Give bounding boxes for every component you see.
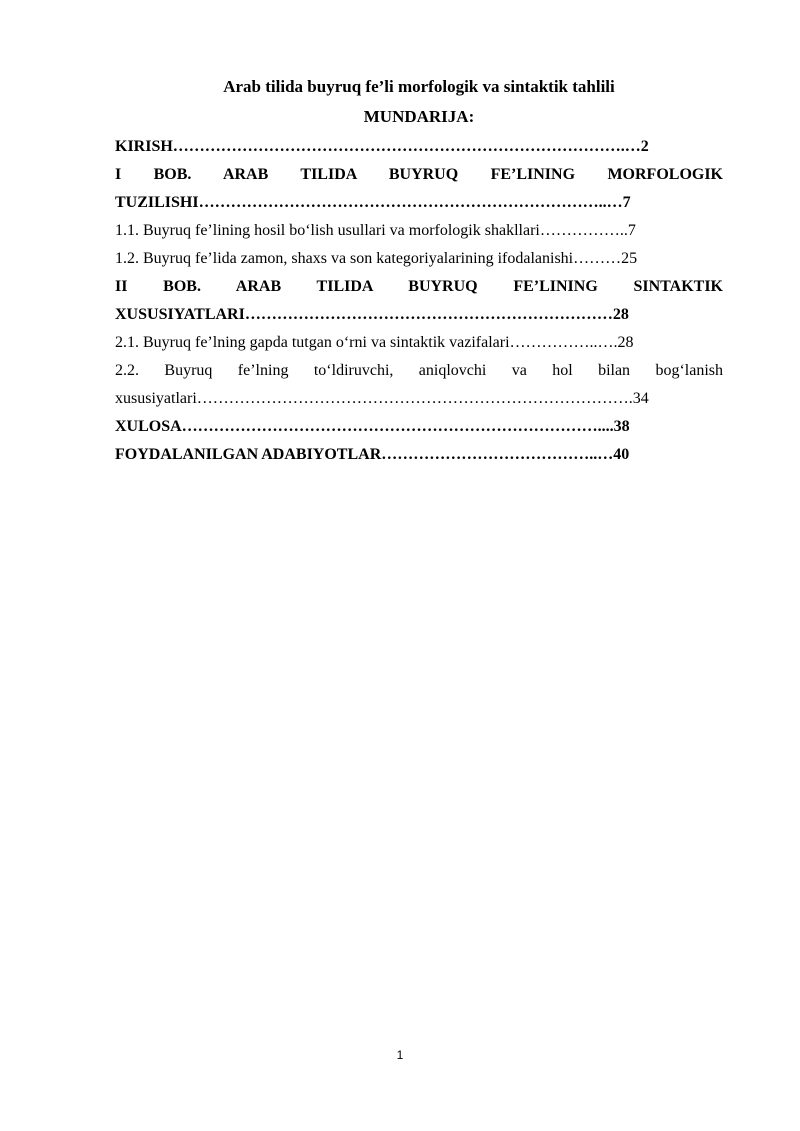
toc-entry-section-1-2: 1.2. Buyruq fe’lida zamon, shaxs va son kategoriyalarining ifodalanishi………25 bbox=[115, 250, 638, 267]
toc-entry-chapter-1-title-cont: TUZILISHI…………………………………………………………………..…7 bbox=[115, 194, 631, 211]
toc-entry-section-2-2-cont: xususiyatlari……………………………………………………………………….34 bbox=[115, 390, 649, 407]
toc-entry-section-1-1: 1.1. Buyruq fe’lining hosil bo‘lish usullari va morfologik shakllari……………..7 bbox=[115, 222, 636, 239]
toc-entry-section-2-2: 2.2. Buyruq fe’lning to‘ldiruvchi, aniqlovchi va hol bilan bog‘lanish bbox=[115, 362, 723, 379]
toc-heading: MUNDARIJA: bbox=[363, 107, 475, 126]
toc-entry-kirish: KIRISH………………………………………………………………………….…2 bbox=[115, 138, 649, 155]
toc-entry-chapter-1-title: I BOB. ARAB TILIDA BUYRUQ FE’LINING MORFOLOGIK bbox=[115, 166, 723, 183]
toc-entry-adabiyotlar: FOYDALANILGAN ADABIYOTLAR…………………………………..…40 bbox=[115, 446, 630, 463]
toc-entry-chapter-2-title-cont: XUSUSIYATLARI……………………………………………………………28 bbox=[115, 306, 629, 323]
toc-entry-section-2-1: 2.1. Buyruq fe’lning gapda tutgan o‘rni va sintaktik vazifalari……………..….28 bbox=[115, 334, 634, 351]
toc-entry-xulosa: XULOSA……………………………………………………………………....38 bbox=[115, 418, 630, 435]
toc-entry-chapter-2-title: II BOB. ARAB TILIDA BUYRUQ FE’LINING SINTAKTIK bbox=[115, 278, 723, 295]
page-number: 1 bbox=[396, 1048, 404, 1062]
page-content bbox=[115, 76, 723, 466]
document-title: Arab tilida buyruq fe’li morfologik va sintaktik tahlili bbox=[223, 77, 615, 96]
table-of-contents bbox=[115, 136, 723, 466]
